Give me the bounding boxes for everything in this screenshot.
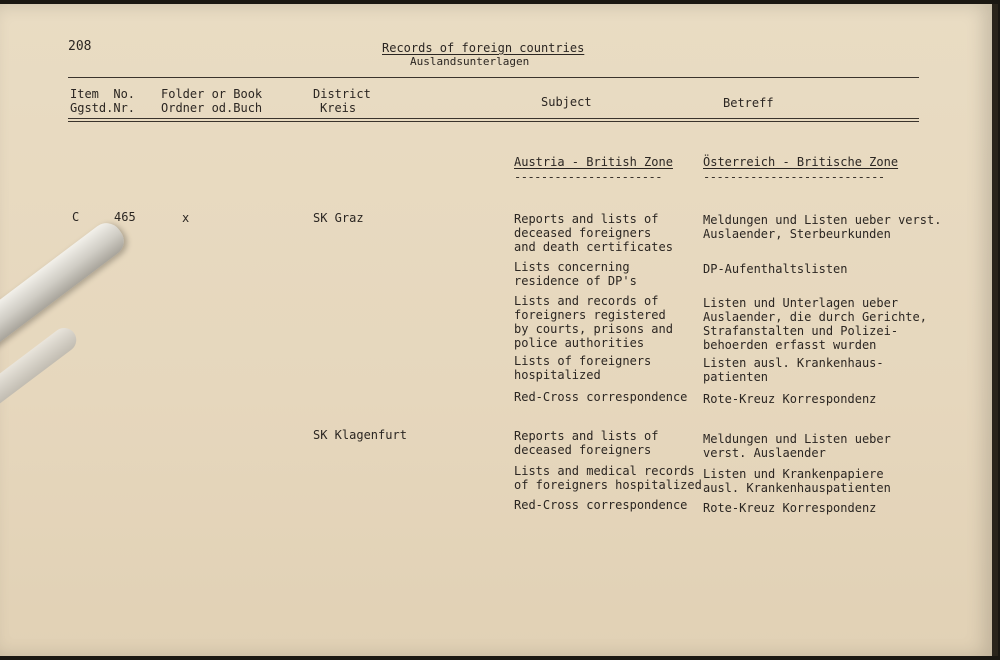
- subject-entry: Lists concerning residence of DP's: [514, 260, 637, 288]
- section-dashes-de: ---------------------------: [703, 170, 885, 184]
- header-rule-bottom: [68, 118, 919, 119]
- betreff-entry: Meldungen und Listen ueber verst. Auslaender, Sterbeurkunden: [703, 213, 942, 241]
- district-name: SK Graz: [313, 211, 364, 225]
- section-dashes-en: ----------------------: [514, 170, 662, 184]
- header-rule-top: [68, 77, 919, 78]
- betreff-entry: DP-Aufenthaltslisten: [703, 262, 848, 276]
- header-folder: Folder or Book: [161, 87, 263, 101]
- header-item-de: Ggstd.Nr.: [70, 101, 136, 115]
- header-subject: Subject: [541, 95, 592, 109]
- section-heading-en: Austria - British Zone: [514, 155, 673, 169]
- page-title: Records of foreign countries: [382, 41, 585, 55]
- betreff-entry: Listen und Krankenpapiere ausl. Krankenhauspatienten: [703, 467, 891, 495]
- page-subtitle: Auslandsunterlagen: [410, 55, 530, 68]
- item-number: 465: [114, 210, 136, 224]
- item-letter: C: [72, 210, 80, 224]
- header-rule-bottom-2: [68, 121, 919, 122]
- document-page: [0, 4, 998, 656]
- betreff-entry: Rote-Kreuz Korrespondenz: [703, 392, 877, 406]
- subject-entry: Lists and medical records of foreigners hospitalized: [514, 464, 702, 492]
- header-district: District: [313, 87, 371, 101]
- subject-entry: Red-Cross correspondence: [514, 390, 688, 404]
- betreff-entry: Rote-Kreuz Korrespondenz: [703, 501, 877, 515]
- betreff-entry: Listen ausl. Krankenhaus- patienten: [703, 356, 884, 384]
- subject-entry: Lists and records of foreigners registered by courts, prisons and police authorities: [514, 294, 673, 350]
- header-folder-de: Ordner od.Buch: [161, 101, 263, 115]
- header-betreff: Betreff: [723, 96, 774, 110]
- subject-entry: Reports and lists of deceased foreigners: [514, 429, 659, 457]
- subject-entry: Red-Cross correspondence: [514, 498, 688, 512]
- page-weight-tool-shadow: [0, 323, 81, 420]
- betreff-entry: Meldungen und Listen ueber verst. Auslaender: [703, 432, 891, 460]
- header-district-de: Kreis: [320, 101, 357, 115]
- betreff-entry: Listen und Unterlagen ueber Auslaender, die durch Gerichte, Strafanstalten und Polizei- behoerden erfasst wurden: [703, 296, 927, 352]
- folder-mark: x: [182, 211, 190, 225]
- page-number: 208: [68, 39, 92, 54]
- subject-entry: Lists of foreigners hospitalized: [514, 354, 652, 382]
- subject-entry: Reports and lists of deceased foreigners and death certificates: [514, 212, 673, 254]
- section-heading-de: Österreich - Britische Zone: [703, 155, 899, 169]
- district-name: SK Klagenfurt: [313, 428, 407, 442]
- header-item: Item No.: [70, 87, 136, 101]
